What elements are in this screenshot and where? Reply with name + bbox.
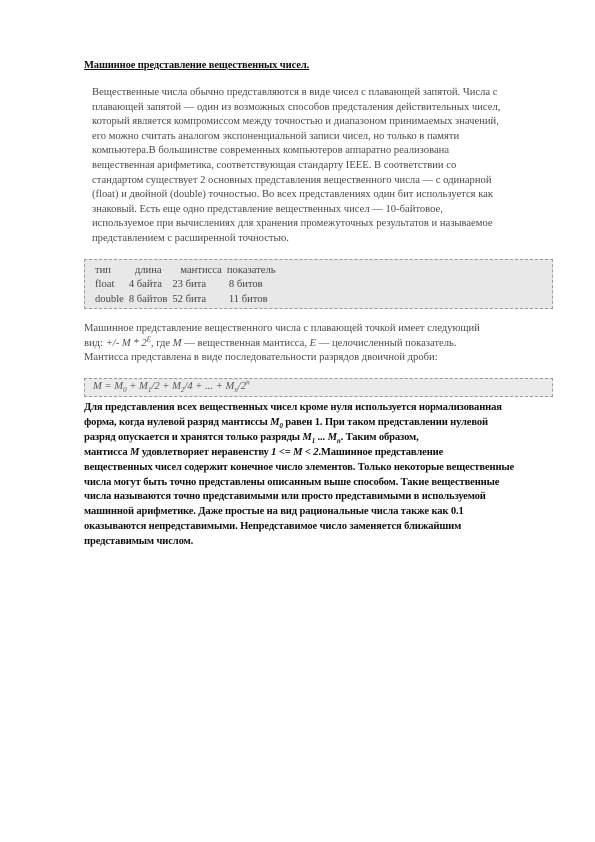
subscript: 1 [147, 386, 152, 395]
exponent: n [246, 378, 250, 387]
norm-line: числа называются точно представимыми или просто представимыми в используемой [84, 491, 486, 503]
intro-line: Вещественные числа обычно представляются в виде чисел с плавающей запятой. Числа с [92, 87, 498, 98]
table-cell: double [95, 293, 124, 305]
norm-line: машинной арифметике. Даже простые на вид рациональные числа также как 0.1 [84, 506, 464, 518]
header-cell: длина [134, 265, 162, 276]
norm-line [84, 416, 554, 431]
text-run: /2 + M [151, 381, 181, 392]
var-M: M [129, 446, 140, 458]
norm-line: вещественных чисел содержит конечное число элементов. Только некоторые вещественные [84, 461, 515, 473]
representation-paragraph [84, 322, 554, 366]
text-run: /2 [237, 381, 247, 392]
mantissa-formula [93, 378, 250, 395]
intro-line: используемое при вычислениях для хранения промежуточных результатов и называемое [92, 218, 493, 230]
table-row [95, 293, 281, 307]
repr-line: Машинное представление вещественного числа с плавающей точкой имеет следующий [84, 323, 480, 334]
normalized-paragraph [84, 401, 554, 550]
text-run: M = M [93, 381, 124, 392]
intro-line: вещественная арифметика, соответствующая стандарту IEEE. В соответствии со [92, 159, 457, 171]
table-cell: 11 битов [228, 293, 268, 305]
text-run: . Таким образом, [340, 431, 419, 443]
text-run: форма, когда нулевой разряд мантиссы [84, 416, 271, 428]
text-run: — вещественная мантисса, [181, 337, 310, 349]
page-title: Машинное представление вещественных чисел. [84, 60, 310, 71]
var-E: E [309, 337, 317, 349]
text-run: , где [150, 337, 173, 349]
table-cell: 8 байтов [128, 293, 168, 305]
text-run: удовлетворяет неравенству [139, 446, 272, 458]
types-table-box [84, 259, 553, 309]
intro-line: его можно считать аналогом экспоненциальной записи чисел, но только в памяти [92, 130, 460, 142]
var-M: M [270, 416, 280, 428]
table-cell: 52 бита [172, 293, 207, 305]
intro-line: (float) и двойной (double) точностью. Во всех представлениях один бит используется как [92, 189, 494, 201]
repr-line [84, 337, 554, 352]
table-cell: 23 бита [172, 279, 207, 291]
norm-line: Для представления всех вещественных чисел кроме нуля используется нормализованная [84, 402, 502, 413]
norm-line: числа могут быть точно представлены описанным выше способом. Такие вещественные [84, 476, 500, 488]
text-run: равен 1. При таком представлении нулевой [282, 416, 488, 428]
subscript: 1 [311, 436, 316, 445]
table-cell: 8 битов [228, 279, 263, 291]
header-cell: тип [95, 265, 111, 276]
intro-paragraph [92, 86, 554, 247]
var-M: M [327, 431, 337, 443]
text-run: мантисса [84, 446, 130, 458]
var-M: M [302, 431, 312, 443]
var-M: M [172, 337, 182, 349]
table-cell: float [95, 279, 115, 291]
header-cell: показатель [226, 265, 276, 276]
table-row [95, 278, 281, 292]
intro-line: представлением с расширенной точностью. [92, 232, 289, 244]
intro-line: который является компромиссом между точностью и диапазоном принимаемых значений, [92, 116, 499, 128]
subscript: 2 [180, 386, 185, 395]
text-run: вид: [84, 337, 106, 349]
norm-line: представимым числом. [84, 536, 194, 548]
formula-box [84, 378, 553, 397]
table-cell: 4 байта [128, 279, 163, 291]
intro-line: плавающей запятой — один из возможных способов предстaления действительных чисел, [92, 101, 501, 113]
formula-inline [105, 335, 151, 349]
exponent: E [146, 335, 151, 344]
types-table [95, 264, 281, 307]
text-run: +/- M * 2 [105, 337, 147, 349]
norm-line [84, 431, 554, 446]
subscript: 0 [123, 386, 127, 395]
text-run: ... [315, 431, 328, 443]
text-run: разряд опускается и хранятся только разряды [84, 431, 303, 443]
intro-line: знаковый. Есть еще одно представление вещественных чисел — 10-байтовое, [92, 203, 443, 215]
table-header-row [95, 264, 281, 278]
text-run: — целочисленный показатель. [316, 337, 457, 349]
subscript: n [336, 436, 341, 445]
text-run: + M [126, 381, 148, 392]
subscript: 0 [279, 422, 283, 431]
norm-line [84, 446, 554, 461]
repr-line: Мантисса представлена в виде последовательности разрядов двоичной дроби: [84, 352, 438, 364]
intro-line: стандартом существует 2 основных представления вещественного числа — с одинарной [92, 174, 492, 186]
intro-line: компьютера.В большинстве современных компьютеров аппаратно реализована [92, 145, 450, 157]
text-run: /4 + ... + M [184, 381, 235, 392]
header-cell: мантисса [180, 265, 222, 276]
inequality: 1 <= M < 2 [271, 446, 319, 458]
subscript: n [234, 386, 238, 395]
norm-line: оказываются непредставимыми. Непредставимое число заменяется ближайшим [84, 521, 462, 533]
text-run: .Машинное представление [318, 446, 444, 458]
